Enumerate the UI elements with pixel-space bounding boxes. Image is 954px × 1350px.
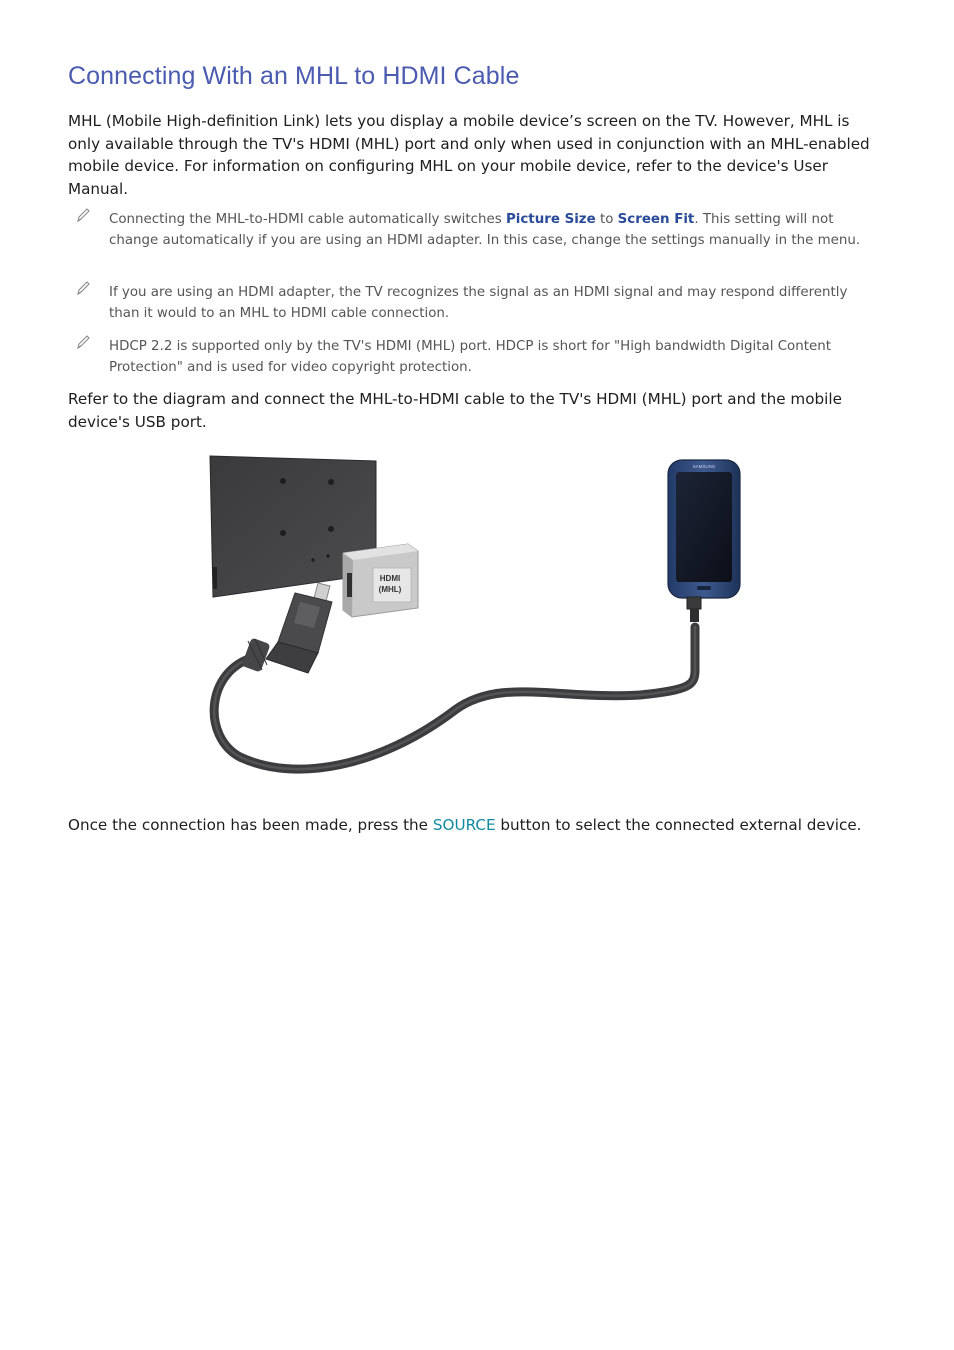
screen-fit-menu-item: Screen Fit: [617, 212, 695, 227]
note-1: [68, 210, 880, 251]
pencil-icon: [74, 206, 92, 224]
note-1-text: Connecting the MHL-to-HDMI cable automatically switches Picture Size to Screen Fit. This setting will not change automatically if you are using an HDMI adapter. In this case, change the settings manually in the menu.: [109, 212, 861, 248]
mobile-device: [668, 460, 740, 622]
source-button-label: SOURCE: [432, 816, 496, 834]
note-3: [68, 337, 880, 378]
hdmi-port-label: HDMI: [379, 574, 401, 583]
picture-size-menu-item: Picture Size: [505, 212, 596, 227]
note-2-text: If you are using an HDMI adapter, the TV recognizes the signal as an HDMI signal and may respond differently than it would to an MHL to HDMI cable connection.: [109, 285, 848, 321]
hdmi-mhl-port-adapter: [343, 544, 418, 617]
closing-paragraph: Once the connection has been made, press the SOURCE button to select the connected external device.: [68, 816, 862, 834]
pencil-icon: [74, 279, 92, 297]
hdmi-plug: [241, 583, 332, 673]
pencil-icon: [74, 333, 92, 351]
connection-diagram: [200, 445, 760, 785]
intro-paragraph: MHL (Mobile High-definition Link) lets you display a mobile device’s screen on the TV. However, MHL is only available through the TV's HDMI (MHL) port and only when used in conjunction with an MHL-enabled mobile device. For information on configuring MHL on your mobile device, refer to the device's User Manual.: [68, 112, 870, 198]
note-3-text: HDCP 2.2 is supported only by the TV's HDMI (MHL) port. HDCP is short for "High bandwidth Digital Content Protection" and is used for video copyright protection.: [109, 339, 831, 375]
phone-brand-label: SAMSUNG: [692, 464, 716, 469]
diagram-instruction: Refer to the diagram and connect the MHL-to-HDMI cable to the TV's HDMI (MHL) port and the mobile device's USB port.: [68, 390, 842, 431]
mhl-port-label: (MHL): [378, 585, 402, 594]
page-title: Connecting With an MHL to HDMI Cable: [68, 62, 520, 90]
note-2: [68, 283, 880, 324]
